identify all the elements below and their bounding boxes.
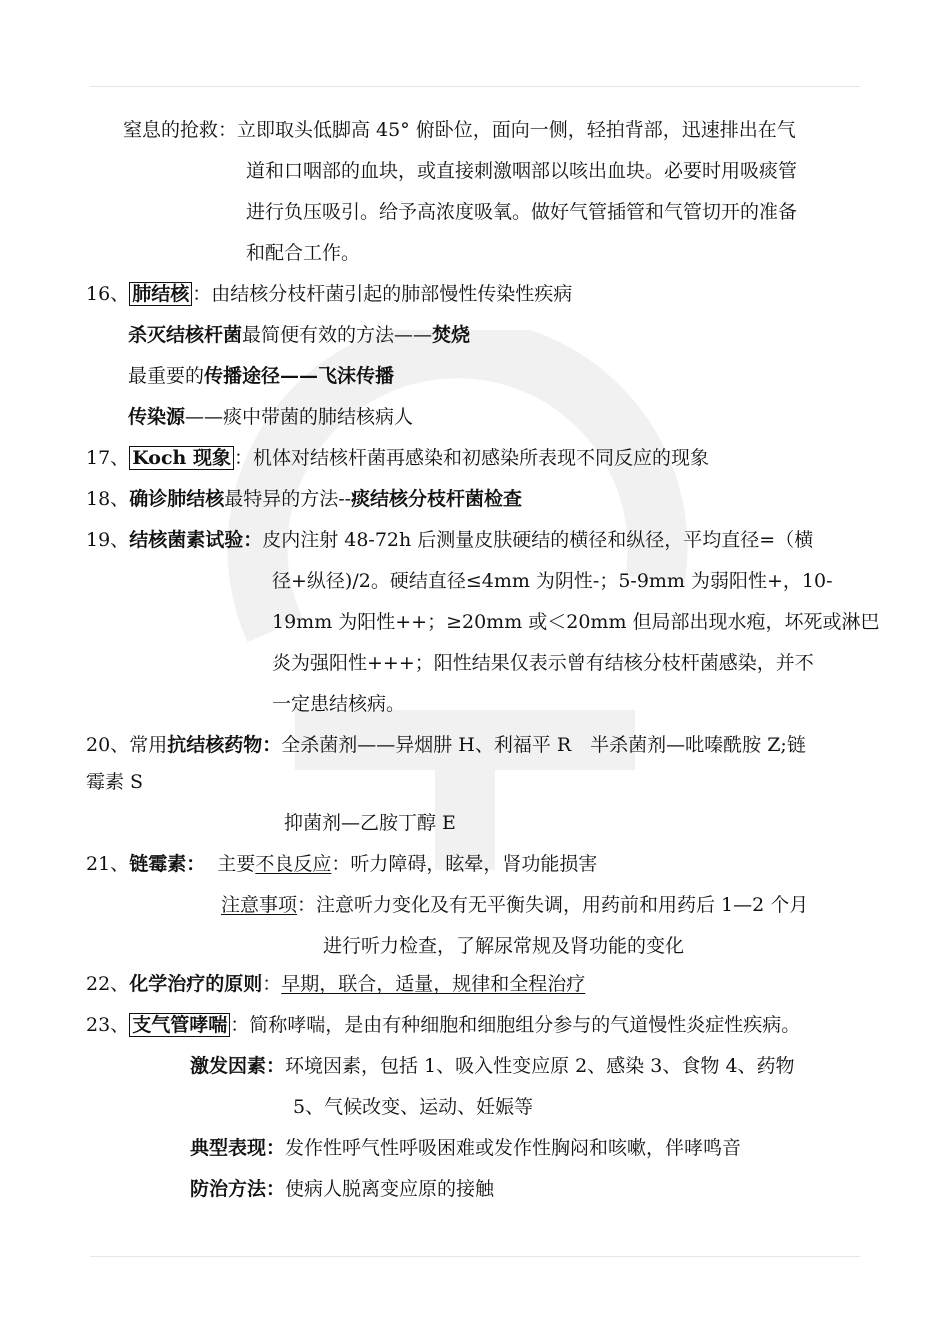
item-22: 22、化学治疗的原则：早期，联合，适量，规律和全程治疗 xyxy=(86,973,586,995)
asphyxia-line-1: 窒息的抢救：立即取头低脚高 45° 俯卧位，面向一侧，轻拍背部，迅速排出在气 xyxy=(123,119,796,141)
item-23: 23、 支气管哮喘 ：简称哮喘，是由有种细胞和细胞组分参与的气道慢性炎症性疾病。 xyxy=(86,1014,801,1036)
item-21: 21、链霉素： 主要不良反应：听力障碍，眩晕，肾功能损害 xyxy=(86,853,598,875)
item-23-factors: 激发因素：环境因素，包括 1、吸入性变应原 2、感染 3、食物 4、药物 xyxy=(190,1055,795,1077)
item-16-kill: 杀灭结核杆菌最简便有效的方法——焚烧 xyxy=(128,324,471,346)
item-20-line-3: 抑菌剂—乙胺丁醇 E xyxy=(284,812,456,834)
asphyxia-line-3: 进行负压吸引。给予高浓度吸氧。做好气管插管和气管切开的准备 xyxy=(246,201,798,223)
asphyxia-line-2: 道和口咽部的血块，或直接刺激咽部以咳出血块。必要时用吸痰管 xyxy=(246,160,798,182)
header-rule xyxy=(90,86,860,87)
footer-rule xyxy=(90,1256,860,1257)
item-20: 20、常用抗结核药物：全杀菌剂——异烟肼 H、利福平 R 半杀菌剂—吡嗪酰胺 Z;链 xyxy=(86,734,806,756)
item-19: 19、结核菌素试验：皮内注射 48-72h 后测量皮肤硬结的横径和纵径，平均直径=（横 xyxy=(86,529,814,551)
item-23-presentation: 典型表现：发作性呼气性呼吸困难或发作性胸闷和咳嗽，伴哮鸣音 xyxy=(190,1137,742,1159)
item-16-route: 最重要的传播途径——飞沫传播 xyxy=(128,365,395,387)
item-19-line-5: 一定患结核病。 xyxy=(272,693,406,715)
term-tuberculosis: 肺结核 xyxy=(129,282,192,306)
item-16: 16、 肺结核 ：由结核分枝杆菌引起的肺部慢性传染性疾病 xyxy=(86,283,573,305)
term-asthma: 支气管哮喘 xyxy=(129,1013,230,1037)
item-21-notes-line-2: 进行听力检查，了解尿常规及肾功能的变化 xyxy=(323,935,685,957)
item-19-line-3: 19mm 为阳性++；≥20mm 或＜20mm 但局部出现水疱，坏死或淋巴 xyxy=(272,611,880,633)
item-19-line-4: 炎为强阳性+++；阳性结果仅表示曾有结核分枝杆菌感染，并不 xyxy=(272,652,814,674)
item-19-line-2: 径+纵径)/2。硬结直径≤4mm 为阴性-；5-9mm 为弱阳性+，10- xyxy=(272,570,833,592)
term-koch: Koch 现象 xyxy=(129,446,234,470)
asphyxia-line-4: 和配合工作。 xyxy=(246,242,361,264)
item-23-factors-line-2: 5、气候改变、运动、妊娠等 xyxy=(293,1096,534,1118)
asphyxia-label: 窒息的抢救： xyxy=(123,119,238,141)
item-20-line-2: 霉素 S xyxy=(86,771,144,793)
item-17: 17、 Koch 现象 ：机体对结核杆菌再感染和初感染所表现不同反应的现象 xyxy=(86,447,709,469)
item-18: 18、确诊肺结核最特异的方法--痰结核分枝杆菌检查 xyxy=(86,488,523,510)
item-21-notes: 注意事项：注意听力变化及有无平衡失调，用药前和用药后 1—2 个月 xyxy=(221,894,809,916)
item-23-prevention: 防治方法：使病人脱离变应原的接触 xyxy=(190,1178,495,1200)
item-16-source: 传染源——痰中带菌的肺结核病人 xyxy=(128,406,414,428)
